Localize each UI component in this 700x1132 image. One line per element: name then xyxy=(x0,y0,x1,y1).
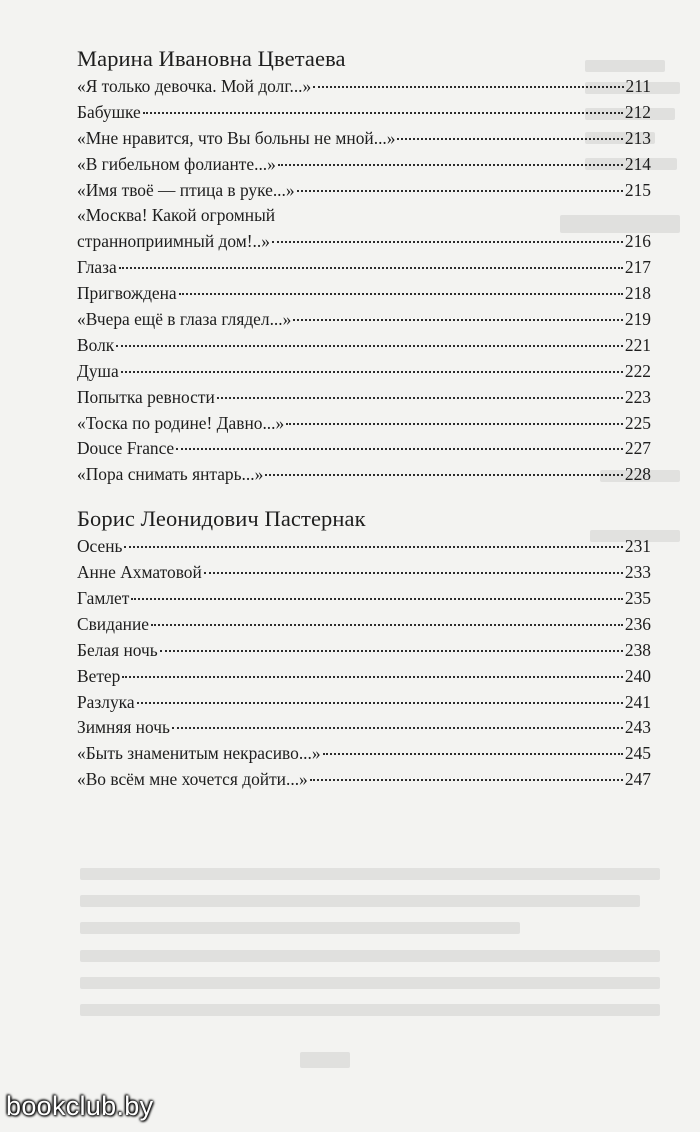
entry-title: странноприимный дом!..» xyxy=(77,231,270,252)
entry-title: Пригвождена xyxy=(77,283,177,304)
entry-page-number: 241 xyxy=(624,691,651,712)
table-of-contents xyxy=(77,44,651,793)
leader-dots xyxy=(286,423,623,425)
leader-dots xyxy=(204,572,623,574)
leader-dots xyxy=(265,474,623,476)
entry-title: «Москва! Какой огромный xyxy=(77,205,276,226)
entry-title: «Мне нравится, что Вы больны не мной...» xyxy=(77,127,396,148)
leader-dots xyxy=(124,546,622,548)
entry-title: Душа xyxy=(77,360,119,381)
entry-title: Свидание xyxy=(77,613,150,634)
toc-entry xyxy=(77,436,651,462)
entry-page-number: 212 xyxy=(624,101,651,122)
leader-dots xyxy=(131,598,623,600)
entry-title: «Имя твоё — птица в руке...» xyxy=(77,179,295,200)
entry-page-number: 240 xyxy=(624,665,651,686)
leader-dots xyxy=(293,319,623,321)
entry-page-number: 214 xyxy=(624,153,651,174)
leader-dots xyxy=(179,293,623,295)
entry-title: Разлука xyxy=(77,691,135,712)
toc-entry xyxy=(77,333,651,359)
toc-section-pasternak xyxy=(77,504,651,793)
leader-dots xyxy=(272,241,623,243)
entry-title: «Тоска по родине! Давно...» xyxy=(77,412,285,433)
entry-title: Douce France xyxy=(77,438,175,459)
entry-title: Белая ночь xyxy=(77,639,158,660)
entry-page-number: 216 xyxy=(624,231,651,252)
entry-page-number: 221 xyxy=(624,334,651,355)
toc-entry xyxy=(77,307,651,333)
leader-dots xyxy=(323,753,623,755)
toc-entry xyxy=(77,229,651,255)
toc-entry xyxy=(77,74,651,100)
toc-entry xyxy=(77,560,651,586)
toc-entry xyxy=(77,100,651,126)
entry-title: «Во всём мне хочется дойти...» xyxy=(77,769,308,790)
toc-entry xyxy=(77,534,651,560)
entry-title: Глаза xyxy=(77,257,117,278)
entry-page-number: 227 xyxy=(624,438,651,459)
entry-title: Попытка ревности xyxy=(77,386,215,407)
entry-title: «Быть знаменитым некрасиво...» xyxy=(77,743,321,764)
entry-title: Гамлет xyxy=(77,588,130,609)
entry-page-number: 245 xyxy=(624,743,651,764)
toc-entry xyxy=(77,612,651,638)
toc-entry xyxy=(77,255,651,281)
entry-page-number: 231 xyxy=(624,536,651,557)
toc-entry xyxy=(77,152,651,178)
entry-page-number: 238 xyxy=(624,639,651,660)
entry-page-number: 236 xyxy=(624,613,651,634)
entry-page-number: 223 xyxy=(624,386,651,407)
toc-entry xyxy=(77,411,651,437)
leader-dots xyxy=(297,190,623,192)
toc-entry xyxy=(77,281,651,307)
entry-page-number: 247 xyxy=(624,769,651,790)
toc-entry xyxy=(77,359,651,385)
section-author-heading: Борис Леонидович Пастернак xyxy=(77,506,366,532)
entry-page-number: 211 xyxy=(625,76,651,96)
entry-title: Анне Ахматовой xyxy=(77,562,202,583)
leader-dots xyxy=(310,779,623,781)
entry-page-number: 243 xyxy=(624,717,651,738)
entry-title: Бабушке xyxy=(77,101,141,122)
toc-section-tsvetaeva xyxy=(77,44,651,488)
entry-page-number: 233 xyxy=(624,562,651,583)
site-watermark: bookclub.by xyxy=(6,1091,154,1121)
entry-title: «Вчера ещё в глаза глядел...» xyxy=(77,309,292,330)
toc-entry xyxy=(77,385,651,411)
entry-title: Волк xyxy=(77,334,115,355)
entry-page-number: 213 xyxy=(624,127,651,148)
toc-entry xyxy=(77,203,651,229)
toc-entry xyxy=(77,741,651,767)
entry-page-number: 217 xyxy=(624,257,651,278)
toc-entry xyxy=(77,715,651,741)
leader-dots xyxy=(143,112,623,114)
entry-title: Осень xyxy=(77,536,123,557)
entry-page-number: 218 xyxy=(624,283,651,304)
toc-entry xyxy=(77,664,651,690)
entry-page-number: 235 xyxy=(624,588,651,609)
entry-title: «Пора снимать янтарь...» xyxy=(77,464,264,485)
entry-page-number: 215 xyxy=(624,179,651,200)
leader-dots xyxy=(397,138,622,140)
section-author-heading: Марина Ивановна Цветаева xyxy=(77,46,346,71)
leader-dots xyxy=(116,345,623,347)
entry-title: Зимняя ночь xyxy=(77,717,170,738)
entry-page-number: 228 xyxy=(624,464,651,485)
entry-page-number: 225 xyxy=(624,412,651,433)
leader-dots xyxy=(176,448,623,450)
entry-page-number: 219 xyxy=(624,309,651,330)
toc-entry xyxy=(77,462,651,488)
leader-dots xyxy=(121,371,623,373)
toc-entry xyxy=(77,690,651,716)
entry-page-number: 222 xyxy=(624,360,651,381)
entry-title: Ветер xyxy=(77,665,121,686)
entry-title: «Я только девочка. Мой долг...» xyxy=(77,76,312,96)
leader-dots xyxy=(151,624,623,626)
leader-dots xyxy=(122,676,623,678)
leader-dots xyxy=(137,702,623,704)
toc-entry xyxy=(77,178,651,204)
toc-entry xyxy=(77,126,651,152)
leader-dots xyxy=(160,650,623,652)
leader-dots xyxy=(172,727,623,729)
entry-title: «В гибельном фолианте...» xyxy=(77,153,276,174)
leader-dots xyxy=(278,164,623,166)
toc-entry xyxy=(77,767,651,793)
leader-dots xyxy=(313,86,623,88)
leader-dots xyxy=(119,267,623,269)
toc-entry xyxy=(77,638,651,664)
toc-entry xyxy=(77,586,651,612)
leader-dots xyxy=(217,397,623,399)
